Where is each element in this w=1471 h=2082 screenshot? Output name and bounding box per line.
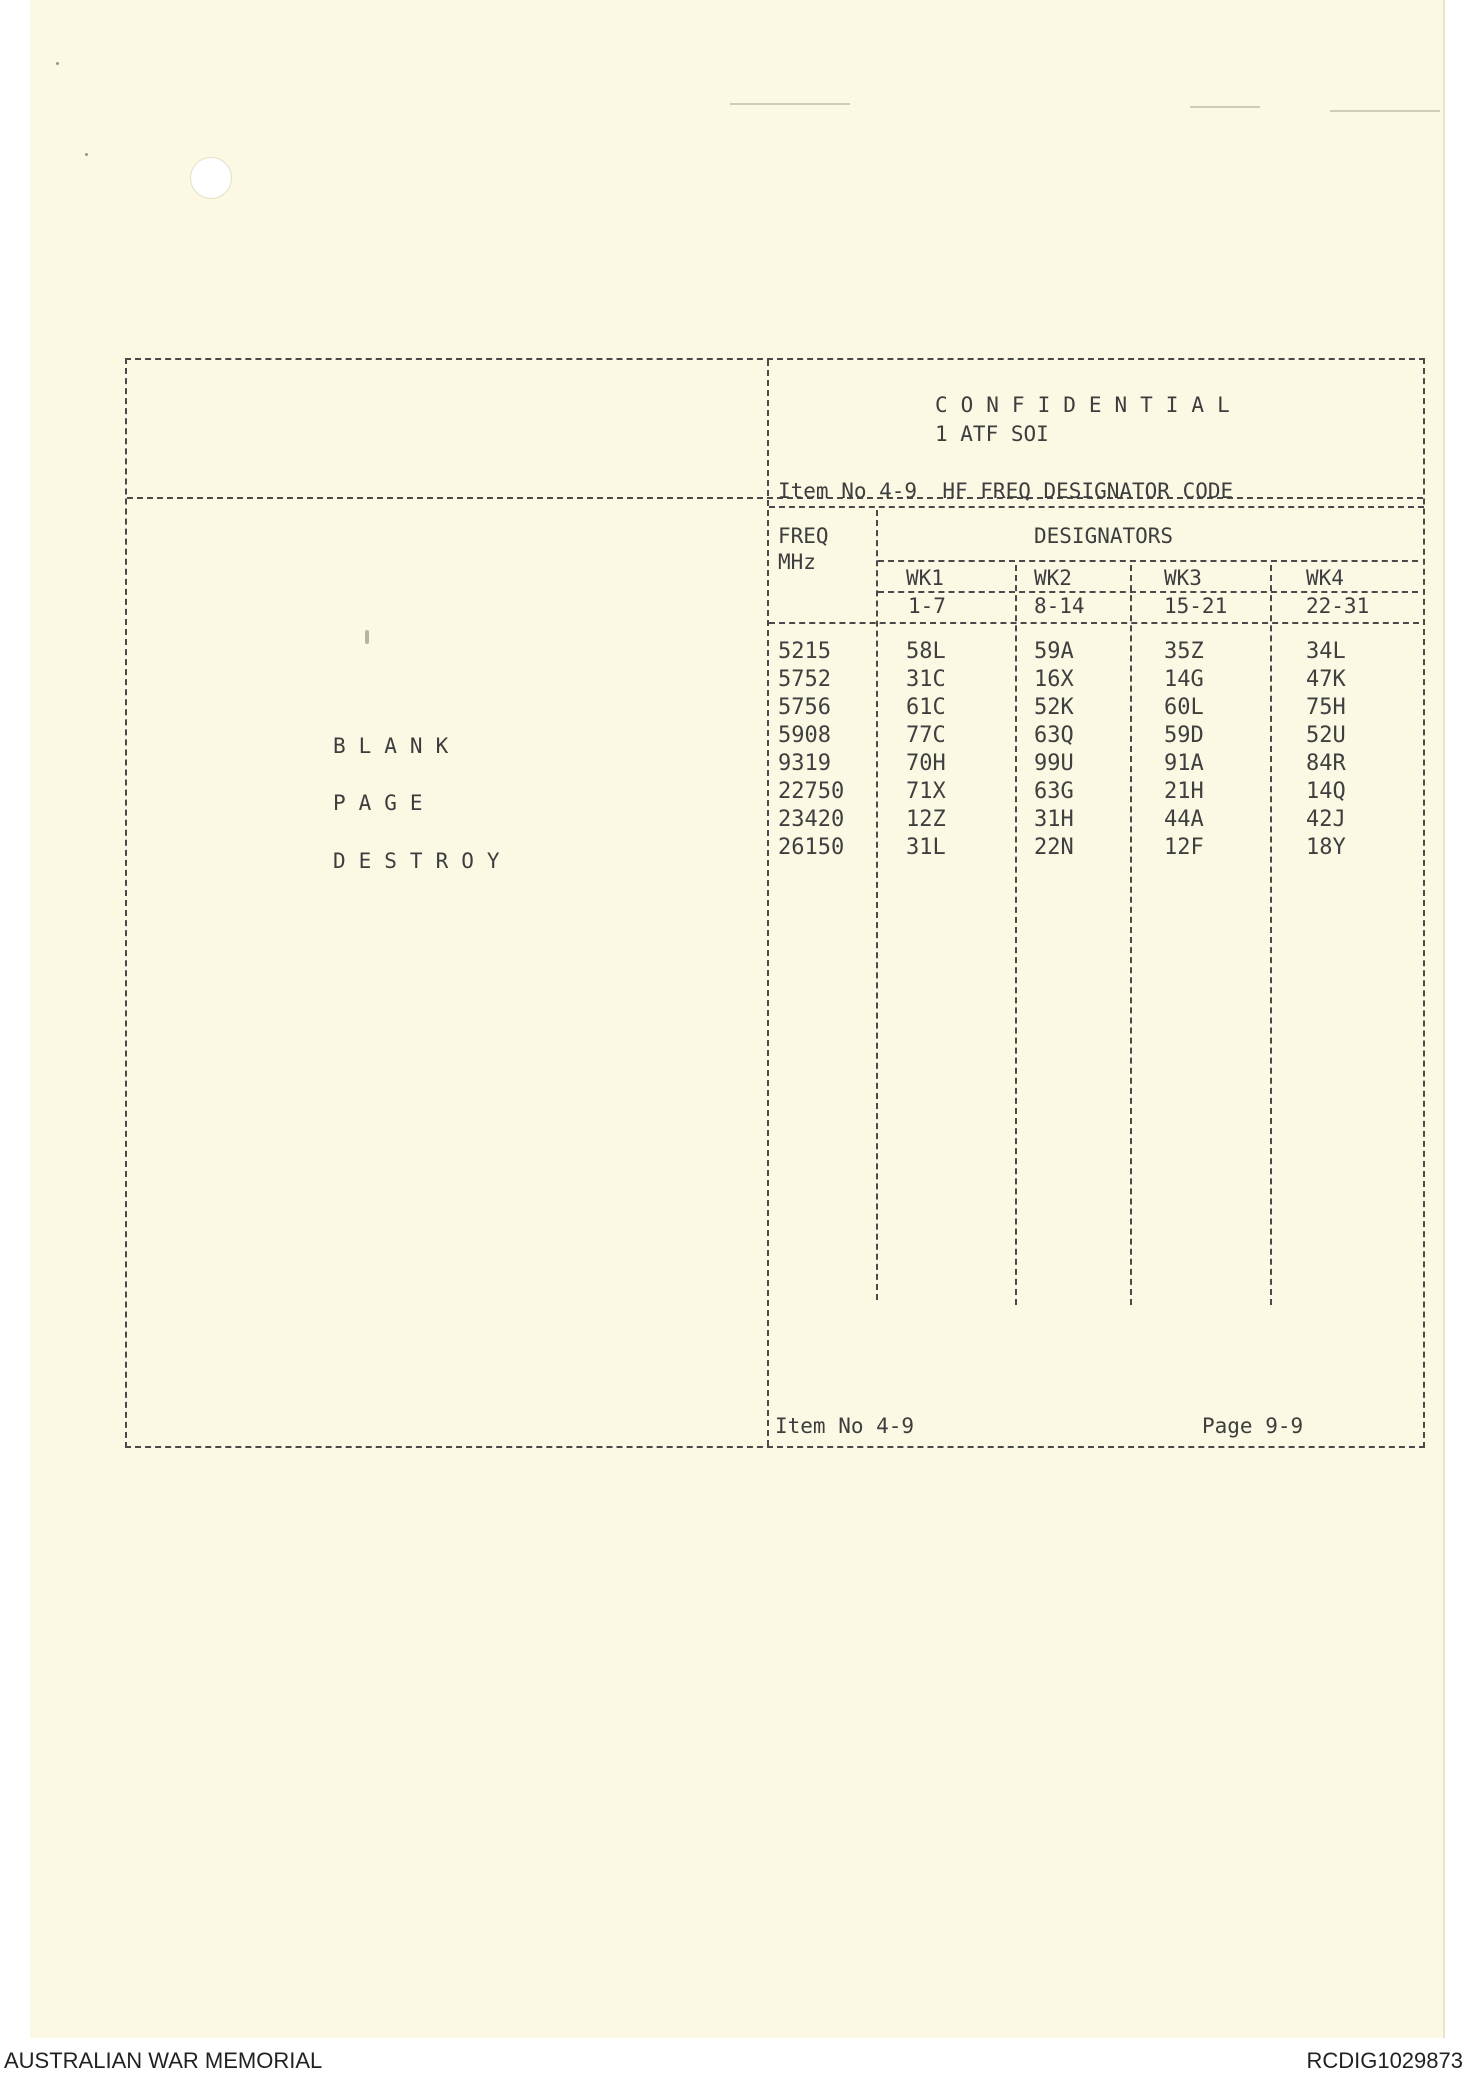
- archive-reference: RCDIG1029873: [1306, 2048, 1463, 2073]
- freq-header: FREQ: [778, 524, 829, 548]
- wk4-code: 47K: [1306, 667, 1346, 692]
- panel-divider: [767, 360, 769, 1446]
- punch-hole: [190, 157, 232, 199]
- wk4-code: 42J: [1306, 807, 1346, 832]
- freq-cell: 5908: [778, 723, 831, 748]
- week-header: WK2: [1034, 566, 1072, 590]
- week-days: 22-31: [1306, 594, 1370, 618]
- wk3-code: 35Z: [1164, 639, 1204, 664]
- wk3-code: 12F: [1164, 835, 1204, 860]
- wk2-divider: [1015, 565, 1017, 1305]
- wk1-code: 70H: [906, 751, 946, 776]
- freq-cell: 9319: [778, 751, 831, 776]
- wk1-code: 31C: [906, 667, 946, 692]
- wk2-code: 63Q: [1034, 723, 1074, 748]
- form-frame: [125, 358, 1425, 1448]
- freq-column-divider: [876, 510, 878, 1300]
- wk3-divider: [1130, 565, 1132, 1305]
- wk2-code: 99U: [1034, 751, 1074, 776]
- days-underline: [769, 622, 1419, 624]
- wk2-code: 63G: [1034, 779, 1074, 804]
- week-days: 15-21: [1164, 594, 1228, 618]
- wk1-code: 58L: [906, 639, 946, 664]
- wk3-code: 60L: [1164, 695, 1204, 720]
- wk3-code: 91A: [1164, 751, 1204, 776]
- archive-name: AUSTRALIAN WAR MEMORIAL: [4, 2048, 323, 2073]
- freq-cell: 26150: [778, 835, 845, 860]
- paper-speck: [56, 62, 59, 65]
- week-days: 8-14: [1034, 594, 1085, 618]
- wk4-code: 14Q: [1306, 779, 1346, 804]
- item-title-underline: [769, 506, 1424, 508]
- item-title: Item No 4-9 HF FREQ DESIGNATOR CODE: [778, 479, 1234, 503]
- wk2-code: 16X: [1034, 667, 1074, 692]
- week-days: 1-7: [908, 594, 946, 618]
- wk3-code: 21H: [1164, 779, 1204, 804]
- form-footer-item: Item No 4-9: [775, 1414, 915, 1438]
- destroy-label: DESTROY: [333, 849, 513, 873]
- wk1-code: 61C: [906, 695, 946, 720]
- wk4-divider: [1270, 565, 1272, 1305]
- soi-reference: 1 ATF SOI: [935, 422, 1049, 446]
- wk3-code: 59D: [1164, 723, 1204, 748]
- freq-cell: 5756: [778, 695, 831, 720]
- wk1-code: 77C: [906, 723, 946, 748]
- classification-heading: CONFIDENTIAL: [935, 393, 1243, 417]
- pencil-mark: [730, 103, 850, 105]
- page-label: PAGE: [333, 791, 436, 815]
- wk3-code: 44A: [1164, 807, 1204, 832]
- wk2-code: 59A: [1034, 639, 1074, 664]
- freq-cell: 23420: [778, 807, 845, 832]
- pencil-mark: [1190, 106, 1260, 108]
- wk2-code: 31H: [1034, 807, 1074, 832]
- freq-cell: 22750: [778, 779, 845, 804]
- pencil-mark: [1330, 110, 1440, 112]
- wk4-code: 18Y: [1306, 835, 1346, 860]
- designators-underline: [878, 560, 1418, 562]
- designators-header: DESIGNATORS: [1034, 524, 1174, 548]
- wk1-code: 31L: [906, 835, 946, 860]
- wk4-code: 52U: [1306, 723, 1346, 748]
- form-footer-page: Page 9-9: [1202, 1414, 1304, 1438]
- wk4-code: 34L: [1306, 639, 1346, 664]
- wk2-code: 22N: [1034, 835, 1074, 860]
- freq-cell: 5215: [778, 639, 831, 664]
- weeks-underline: [878, 591, 1418, 593]
- week-header: WK1: [906, 566, 944, 590]
- mhz-header: MHz: [778, 550, 816, 574]
- blank-label: BLANK: [333, 734, 462, 758]
- wk3-code: 14G: [1164, 667, 1204, 692]
- wk4-code: 75H: [1306, 695, 1346, 720]
- wk1-code: 12Z: [906, 807, 946, 832]
- freq-cell: 5752: [778, 667, 831, 692]
- wk1-code: 71X: [906, 779, 946, 804]
- week-header: WK4: [1306, 566, 1344, 590]
- wk4-code: 84R: [1306, 751, 1346, 776]
- archive-footer: [0, 2038, 1471, 2082]
- paper-speck: [85, 153, 88, 156]
- wk2-code: 52K: [1034, 695, 1074, 720]
- week-header: WK3: [1164, 566, 1202, 590]
